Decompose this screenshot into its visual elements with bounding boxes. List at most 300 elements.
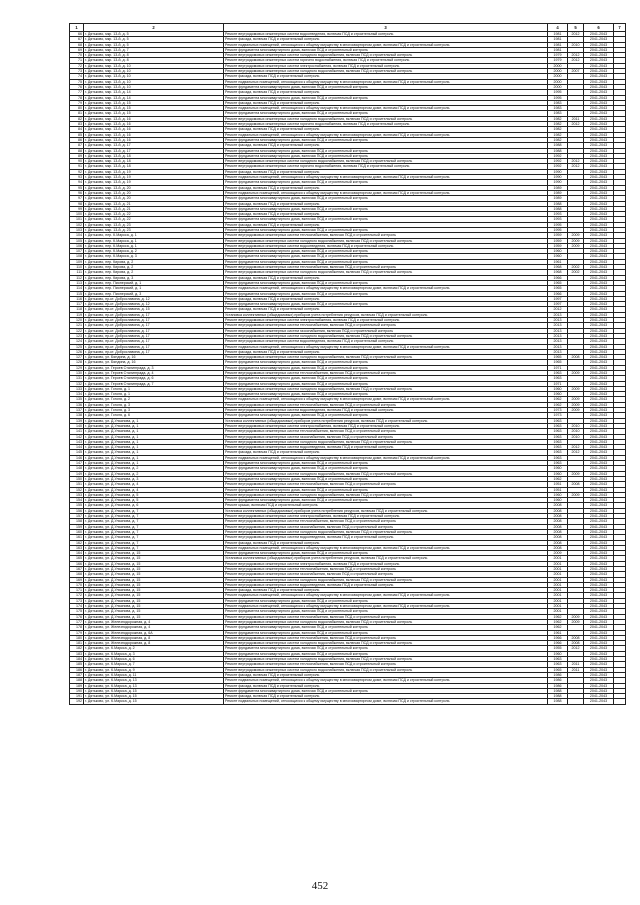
planned-period-cell: 2041-2043: [584, 164, 614, 169]
planned-period-cell: 2041-2043: [584, 455, 614, 460]
row-number-cell: 168: [70, 572, 84, 577]
year-built-cell: 1965: [548, 360, 568, 365]
address-cell: г. Дятьково, ул. Д.Ульянова, д. 15: [84, 577, 224, 582]
work-description-cell: Ремонт внутридомовых инженерных систем холодного водоснабжения, включая ПСД и строительный контроль: [224, 355, 548, 360]
address-cell: г. Дятьково, ул. Д.Ульянова, д. 7: [84, 519, 224, 524]
year-built-cell: 1968: [548, 265, 568, 270]
address-cell: г. Дятьково, ул. Д.Ульянова, д. 6: [84, 503, 224, 508]
year-built-cell: 1981: [548, 42, 568, 47]
row-number-cell: 70: [70, 53, 84, 58]
address-cell: г. Дятьково, ул. Д.Ульянова, д. 7: [84, 524, 224, 529]
row-number-cell: 89: [70, 153, 84, 158]
planned-period-cell: 2041-2043: [584, 582, 614, 587]
last-repair-year-cell: 2009: [568, 402, 584, 407]
address-cell: г. Дятьково, мкр. 13-й, д. 23: [84, 227, 224, 232]
work-description-cell: Ремонт внутридомовых инженерных систем теплоснабжения, включая ПСД и строительный контроль: [224, 519, 548, 524]
year-built-cell: 1959: [548, 233, 568, 238]
address-cell: г. Дятьково, ул. Д.Ульянова, д. 15: [84, 582, 224, 587]
work-description-cell: Ремонт внутридомовых инженерных систем электроснабжения, включая ПСД и строительный контроль: [224, 318, 548, 323]
planned-period-cell: 2041-2043: [584, 445, 614, 450]
row-number-cell: 131: [70, 376, 84, 381]
year-built-cell: 1992: [548, 159, 568, 164]
work-description-cell: Ремонт подвальных помещений, относящихся к общему имуществу в многоквартирном доме, включая ПСД и строительный контроль: [224, 397, 548, 402]
address-cell: г. Дятьково, ул. Героев Сталинграда, д. 3: [84, 365, 224, 370]
row-number-cell: 120: [70, 318, 84, 323]
row-number-cell: 143: [70, 439, 84, 444]
row-number-cell: 123: [70, 333, 84, 338]
work-description-cell: Ремонт внутридомовых инженерных систем теплоснабжения, включая ПСД и строительный контроль: [224, 371, 548, 376]
work-description-cell: Ремонт фундамента многоквартирного дома, включая ПСД и строительный контроль: [224, 302, 548, 307]
work-description-cell: Ремонт внутридомовых инженерных систем холодного водоснабжения, включая ПСД и строительный контроль: [224, 641, 548, 646]
row-number-cell: 80: [70, 106, 84, 111]
address-cell: г. Дятьково, мкр. 13-й, д. 18: [84, 164, 224, 169]
work-description-cell: Ремонт внутридомовых инженерных систем холодного водоснабжения, включая ПСД и строительный контроль: [224, 333, 548, 338]
work-description-cell: Ремонт внутридомовых инженерных систем горячего водоснабжения, включая ПСД и строительный контроль: [224, 164, 548, 169]
planned-period-cell: 2041-2043: [584, 180, 614, 185]
planned-period-cell: 2041-2043: [584, 662, 614, 667]
row-number-cell: 105: [70, 238, 84, 243]
planned-period-cell: 2041-2043: [584, 635, 614, 640]
work-description-cell: Ремонт фасада, включая ПСД и строительный контроль: [224, 37, 548, 42]
planned-period-cell: 2041-2043: [584, 694, 614, 699]
work-description-cell: Ремонт фундамента многоквартирного дома, включая ПСД и строительный контроль: [224, 180, 548, 185]
row-number-cell: 95: [70, 185, 84, 190]
year-built-cell: 2013: [548, 344, 568, 349]
year-built-cell: 1965: [548, 286, 568, 291]
work-description-cell: Ремонт фундамента многоквартирного дома, включая ПСД и строительный контроль: [224, 625, 548, 630]
planned-period-cell: 2041-2043: [584, 551, 614, 556]
row-number-cell: 135: [70, 397, 84, 402]
year-built-cell: 2001: [548, 572, 568, 577]
work-description-cell: Ремонт внутридомовых инженерных систем теплоснабжения, включая ПСД и строительный контроль: [224, 233, 548, 238]
year-built-cell: 2008: [548, 535, 568, 540]
year-built-cell: 1963: [548, 429, 568, 434]
address-cell: г. Дятьково, ул. Д.Ульянова, д. 15: [84, 588, 224, 593]
address-cell: г. Дятьково, пер. К.Маркса, д. 1: [84, 233, 224, 238]
row-number-cell: 73: [70, 69, 84, 74]
address-cell: г. Дятьково, пр-кт. Доброславина, д. 17: [84, 312, 224, 317]
row-number-cell: 190: [70, 688, 84, 693]
planned-period-cell: 2041-2043: [584, 175, 614, 180]
planned-period-cell: 2041-2043: [584, 132, 614, 137]
last-repair-year-cell: 2002: [568, 265, 584, 270]
planned-period-cell: 2041-2043: [584, 476, 614, 481]
last-repair-year-cell: 2010: [568, 434, 584, 439]
planned-period-cell: 2041-2043: [584, 58, 614, 63]
address-cell: г. Дятьково, мкр. 13-й, д. 7: [84, 47, 224, 52]
address-cell: г. Дятьково, ул. Д.Ульянова, д. 15: [84, 604, 224, 609]
last-repair-year-cell: 2012: [568, 450, 584, 455]
work-description-cell: Ремонт внутридомовых инженерных систем газоснабжения, включая ПСД и строительный контроль: [224, 328, 548, 333]
address-cell: г. Дятьково, ул. Д.Ульянова, д. 15: [84, 551, 224, 556]
planned-period-cell: 2041-2043: [584, 392, 614, 397]
address-cell: г. Дятьково, пр-кт. Доброславина, д. 17: [84, 344, 224, 349]
work-description-cell: Ремонт подвальных помещений, относящихся к общему имуществу в многоквартирном доме, включая ПСД и строительный контроль: [224, 678, 548, 683]
address-cell: г. Дятьково, пер. Пионерский, д. 1: [84, 280, 224, 285]
year-built-cell: 1989: [548, 196, 568, 201]
address-cell: г. Дятьково, мкр. 13-й, д. 5: [84, 32, 224, 37]
year-built-cell: 1988: [548, 699, 568, 704]
work-description-cell: Ремонт подвальных помещений, относящихся к общему имуществу в многоквартирном доме, включая ПСД и строительный контроль: [224, 106, 548, 111]
year-built-cell: 1963: [548, 657, 568, 662]
year-built-cell: 2001: [548, 556, 568, 561]
work-description-cell: Ремонт подвальных помещений, относящихся к общему имуществу в многоквартирном доме, включая ПСД и строительный контроль: [224, 344, 548, 349]
year-built-cell: 1962: [548, 625, 568, 630]
work-description-cell: Ремонт внутридомовых инженерных систем водоотведения, включая ПСД и строительный контроль: [224, 445, 548, 450]
last-repair-year-cell: 2009: [568, 243, 584, 248]
row-number-cell: 132: [70, 381, 84, 386]
year-built-cell: 1995: [548, 95, 568, 100]
work-description-cell: Ремонт фундамента многоквартирного дома, включая ПСД и строительный контроль: [224, 259, 548, 264]
year-built-cell: 1982: [548, 132, 568, 137]
year-built-cell: 1973: [548, 408, 568, 413]
address-cell: г. Дятьково, ул. Железнодорожная, д. 8: [84, 635, 224, 640]
planned-period-cell: 2041-2043: [584, 344, 614, 349]
address-cell: г. Дятьково, пер. Кирова, д. 3: [84, 275, 224, 280]
address-cell: г. Дятьково, мкр. 13-й, д. 10: [84, 79, 224, 84]
work-description-cell: Ремонт подвальных помещений, относящихся к общему имуществу в многоквартирном доме, включая ПСД и строительный контроль: [224, 604, 548, 609]
year-built-cell: 1951: [548, 487, 568, 492]
year-built-cell: 1960: [548, 466, 568, 471]
planned-period-cell: 2041-2043: [584, 471, 614, 476]
planned-period-cell: 2041-2043: [584, 699, 614, 704]
work-description-cell: Ремонт внутридомовых инженерных систем холодного водоснабжения, включая ПСД и строительный контроль: [224, 270, 548, 275]
address-cell: г. Дятьково, мкр. 13-й, д. 8: [84, 58, 224, 63]
planned-period-cell: 2041-2043: [584, 672, 614, 677]
year-built-cell: 1995: [548, 90, 568, 95]
year-built-cell: 2001: [548, 561, 568, 566]
last-repair-year-cell: 2009: [568, 386, 584, 391]
work-description-cell: Ремонт фундамента многоквартирного дома, включая ПСД и строительный контроль: [224, 598, 548, 603]
row-number-cell: 175: [70, 609, 84, 614]
address-cell: г. Дятьково, ул. Д.Ульянова, д. 1: [84, 461, 224, 466]
row-number-cell: 119: [70, 312, 84, 317]
year-built-cell: 1983: [548, 106, 568, 111]
year-built-cell: 2001: [548, 582, 568, 587]
address-cell: г. Дятьково, ул. Д.Ульянова, д. 1: [84, 445, 224, 450]
address-cell: г. Дятьково, ул. Героев Сталинграда, д. 4: [84, 371, 224, 376]
year-built-cell: 1963: [548, 434, 568, 439]
row-number-cell: 138: [70, 413, 84, 418]
year-built-cell: 1963: [548, 418, 568, 423]
year-built-cell: 1960: [548, 471, 568, 476]
work-description-cell: Ремонт внутридомовых инженерных систем электроснабжения, включая ПСД и строительный контроль: [224, 423, 548, 428]
address-cell: г. Дятьково, пр-кт. Доброславина, д. 17: [84, 333, 224, 338]
row-number-cell: 160: [70, 529, 84, 534]
year-built-cell: 1955: [548, 646, 568, 651]
work-description-cell: Ремонт подвальных помещений, относящихся к общему имуществу в многоквартирном доме, включая ПСД и строительный контроль: [224, 699, 548, 704]
planned-period-cell: 2041-2043: [584, 498, 614, 503]
year-built-cell: 1982: [548, 116, 568, 121]
work-description-cell: Ремонт подвальных помещений, относящихся к общему имуществу в многоквартирном доме, включая ПСД и строительный контроль: [224, 286, 548, 291]
planned-period-cell: 2041-2043: [584, 514, 614, 519]
address-cell: г. Дятьково, мкр. 13-й, д. 14: [84, 95, 224, 100]
planned-period-cell: 2041-2043: [584, 450, 614, 455]
planned-period-cell: 2041-2043: [584, 233, 614, 238]
planned-period-cell: 2041-2043: [584, 265, 614, 270]
address-cell: г. Дятьково, ул. К.Маркса, д. 13: [84, 683, 224, 688]
planned-period-cell: 2041-2043: [584, 169, 614, 174]
last-repair-year-cell: 2012: [568, 164, 584, 169]
last-repair-year-cell: 2010: [568, 429, 584, 434]
work-description-cell: Ремонт внутридомовых инженерных систем электроснабжения, включая ПСД и строительный контроль: [224, 514, 548, 519]
planned-period-cell: 2041-2043: [584, 291, 614, 296]
planned-period-cell: 2041-2043: [584, 434, 614, 439]
work-description-cell: Ремонт подвальных помещений, относящихся к общему имуществу в многоквартирном доме, включая ПСД и строительный контроль: [224, 545, 548, 550]
row-number-cell: 176: [70, 614, 84, 619]
work-description-cell: Ремонт фундамента многоквартирного дома, включая ПСД и строительный контроль: [224, 365, 548, 370]
planned-period-cell: 2041-2043: [584, 641, 614, 646]
last-repair-year-cell: 2011: [568, 116, 584, 121]
work-description-cell: Ремонт фундамента многоквартирного дома, включая ПСД и строительный контроль: [224, 137, 548, 142]
address-cell: г. Дятьково, ул. Д.Ульянова, д. 7: [84, 529, 224, 534]
address-cell: г. Дятьково, пер. Кирова, д. 2: [84, 265, 224, 270]
row-number-cell: 182: [70, 646, 84, 651]
work-description-cell: Ремонт внутридомовых инженерных систем водоотведения, включая ПСД и строительный контроль: [224, 408, 548, 413]
planned-period-cell: 2041-2043: [584, 185, 614, 190]
row-number-cell: 147: [70, 461, 84, 466]
address-cell: г. Дятьково, мкр. 13-й, д. 14: [84, 90, 224, 95]
planned-period-cell: 2041-2043: [584, 556, 614, 561]
address-cell: г. Дятьково, мкр. 13-й, д. 16: [84, 122, 224, 127]
year-built-cell: 1993: [548, 212, 568, 217]
work-description-cell: Ремонт внутридомовых инженерных систем теплоснабжения, включая ПСД и строительный контроль: [224, 482, 548, 487]
work-description-cell: Ремонт внутридомовых инженерных систем холодного водоснабжения, включая ПСД и строительный контроль: [224, 53, 548, 58]
planned-period-cell: 2041-2043: [584, 667, 614, 672]
row-number-cell: 102: [70, 222, 84, 227]
row-number-cell: 162: [70, 540, 84, 545]
address-cell: г. Дятьково, мкр. 13-й, д. 21: [84, 201, 224, 206]
planned-period-cell: 2041-2043: [584, 227, 614, 232]
row-number-cell: 153: [70, 492, 84, 497]
work-description-cell: Ремонт подвальных помещений, относящихся к общему имуществу в многоквартирном доме, включая ПСД и строительный контроль: [224, 593, 548, 598]
year-built-cell: 2012: [548, 307, 568, 312]
year-built-cell: 1981: [548, 37, 568, 42]
planned-period-cell: 2041-2043: [584, 545, 614, 550]
address-cell: г. Дятьково, мкр. 13-й, д. 19: [84, 169, 224, 174]
row-number-cell: 106: [70, 243, 84, 248]
year-built-cell: 1960: [548, 498, 568, 503]
row-number-cell: 97: [70, 196, 84, 201]
row-number-cell: 110: [70, 265, 84, 270]
work-description-cell: Ремонт внутридомовых инженерных систем холодного водоснабжения, включая ПСД и строительный контроль: [224, 69, 548, 74]
work-description-cell: Ремонт фасада, включая ПСД и строительный контроль: [224, 185, 548, 190]
work-description-cell: Ремонт внутридомовых инженерных систем теплоснабжения, включая ПСД и строительный контроль: [224, 614, 548, 619]
address-cell: г. Дятьково, ул. К.Маркса, д. 7: [84, 662, 224, 667]
planned-period-cell: 2041-2043: [584, 270, 614, 275]
work-description-cell: Ремонт фундамента многоквартирного дома, включая ПСД и строительный контроль: [224, 47, 548, 52]
last-repair-year-cell: 2011: [568, 667, 584, 672]
address-cell: г. Дятьково, ул. Д.Ульянова, д. 15: [84, 572, 224, 577]
work-description-cell: Ремонт фундамента многоквартирного дома, включая ПСД и строительный контроль: [224, 111, 548, 116]
work-description-cell: Ремонт внутридомовых инженерных систем теплоснабжения, включая ПСД и строительный контроль: [224, 323, 548, 328]
planned-period-cell: 2041-2043: [584, 365, 614, 370]
work-description-cell: Ремонт фундамента многоквартирного дома, включая ПСД и строительный контроль: [224, 291, 548, 296]
address-cell: г. Дятьково, ул. Героев Сталинграда, д. 7: [84, 381, 224, 386]
year-built-cell: 1966: [548, 635, 568, 640]
address-cell: г. Дятьково, мкр. 13-й, д. 20: [84, 196, 224, 201]
year-built-cell: 1981: [548, 32, 568, 37]
row-number-cell: 88: [70, 148, 84, 153]
work-description-cell: Ремонт внутридомовых инженерных систем горячего водоснабжения, включая ПСД и строительный контроль: [224, 58, 548, 63]
work-description-cell: Ремонт внутридомовых инженерных систем холодного водоснабжения, включая ПСД и строительный контроль: [224, 116, 548, 121]
address-cell: г. Дятьково, мкр. 13-й, д. 15: [84, 111, 224, 116]
work-description-cell: Ремонт фундамента многоквартирного дома, включая ПСД и строительный контроль: [224, 84, 548, 89]
planned-period-cell: 2041-2043: [584, 217, 614, 222]
row-number-cell: 107: [70, 249, 84, 254]
work-description-cell: Ремонт фундамента многоквартирного дома, включая ПСД и строительный контроль: [224, 461, 548, 466]
year-built-cell: 2001: [548, 609, 568, 614]
year-built-cell: 2008: [548, 514, 568, 519]
year-built-cell: 1989: [548, 190, 568, 195]
year-built-cell: 2013: [548, 333, 568, 338]
work-description-cell: Ремонт внутридомовых инженерных систем электроснабжения, включая ПСД и строительный контроль: [224, 561, 548, 566]
year-built-cell: 2013: [548, 328, 568, 333]
row-number-cell: 166: [70, 561, 84, 566]
row-number-cell: 154: [70, 498, 84, 503]
year-built-cell: 1966: [548, 641, 568, 646]
work-description-cell: Ремонт фасада, включая ПСД и строительный контроль: [224, 683, 548, 688]
work-description-cell: Установка коллективных (общедомовых) приборов учета потребления ресурсов, включая ПСД и строительный контроль: [224, 418, 548, 423]
last-repair-year-cell: 2009: [568, 371, 584, 376]
year-built-cell: 1988: [548, 206, 568, 211]
row-number-cell: 122: [70, 328, 84, 333]
row-number-cell: 179: [70, 630, 84, 635]
row-number-cell: 177: [70, 619, 84, 624]
address-cell: г. Дятьково, ул. К.Маркса, д. 13: [84, 678, 224, 683]
repair-schedule-sheet: [69, 23, 625, 705]
planned-period-cell: 2041-2043: [584, 651, 614, 656]
work-description-cell: Ремонт фундамента многоквартирного дома, включая ПСД и строительный контроль: [224, 651, 548, 656]
work-description-cell: Ремонт фундамента многоквартирного дома, включая ПСД и строительный контроль: [224, 476, 548, 481]
year-built-cell: 1966: [548, 291, 568, 296]
row-number-cell: 67: [70, 37, 84, 42]
year-built-cell: 1963: [548, 439, 568, 444]
address-cell: г. Дятьково, ул. Гоголя, д. 1: [84, 386, 224, 391]
table-row: [70, 699, 626, 704]
planned-period-cell: 2041-2043: [584, 349, 614, 354]
address-cell: г. Дятьково, пер. Пионерский, д. 3: [84, 291, 224, 296]
planned-period-cell: 2041-2043: [584, 657, 614, 662]
address-cell: г. Дятьково, ул. Д.Ульянова, д. 4: [84, 487, 224, 492]
last-repair-year-cell: 2010: [568, 423, 584, 428]
work-description-cell: Ремонт фундамента многоквартирного дома, включая ПСД и строительный контроль: [224, 95, 548, 100]
year-built-cell: 1966: [548, 275, 568, 280]
address-cell: г. Дятьково, мкр. 13-й, д. 18: [84, 153, 224, 158]
planned-period-cell: 2041-2043: [584, 296, 614, 301]
address-cell: г. Дятьково, мкр. 13-й, д. 10: [84, 69, 224, 74]
work-description-cell: Ремонт внутридомовых инженерных систем холодного водоснабжения, включая ПСД и строительный контроль: [224, 657, 548, 662]
last-repair-year-cell: 2012: [568, 53, 584, 58]
address-cell: г. Дятьково, ул. Д.Ульянова, д. 1: [84, 429, 224, 434]
year-built-cell: 2008: [548, 545, 568, 550]
last-repair-year-cell: 2009: [568, 397, 584, 402]
work-description-cell: Ремонт фундамента многоквартирного дома, включая ПСД и строительный контроль: [224, 196, 548, 201]
planned-period-cell: 2041-2043: [584, 333, 614, 338]
work-description-cell: Ремонт фасада, включая ПСД и строительный контроль: [224, 349, 548, 354]
planned-period-cell: 2041-2043: [584, 238, 614, 243]
year-built-cell: 1960: [548, 492, 568, 497]
address-cell: г. Дятьково, мкр. 13-й, д. 19: [84, 180, 224, 185]
address-cell: г. Дятьково, ул. Д.Ульянова, д. 15: [84, 609, 224, 614]
planned-period-cell: 2041-2043: [584, 280, 614, 285]
row-number-cell: 99: [70, 206, 84, 211]
year-built-cell: 1962: [548, 476, 568, 481]
address-cell: г. Дятьково, мкр. 13-й, д. 10: [84, 74, 224, 79]
year-built-cell: 1979: [548, 58, 568, 63]
row-number-cell: 159: [70, 524, 84, 529]
work-description-cell: Ремонт фасада, включая ПСД и строительный контроль: [224, 588, 548, 593]
work-description-cell: Ремонт фасада, включая ПСД и строительный контроль: [224, 74, 548, 79]
year-built-cell: 1963: [548, 450, 568, 455]
year-built-cell: 1961: [548, 630, 568, 635]
address-cell: г. Дятьково, пр-кт. Доброславина, д. 17: [84, 349, 224, 354]
row-number-cell: 155: [70, 503, 84, 508]
address-cell: г. Дятьково, пр-кт. Доброславина, д. 17: [84, 328, 224, 333]
row-number-cell: 146: [70, 455, 84, 460]
address-cell: г. Дятьково, ул. Д.Ульянова, д. 3: [84, 476, 224, 481]
year-built-cell: 2001: [548, 593, 568, 598]
address-cell: г. Дятьково, мкр. 13-й, д. 10: [84, 84, 224, 89]
year-built-cell: 1990: [548, 169, 568, 174]
year-built-cell: 1981: [548, 47, 568, 52]
work-description-cell: Ремонт внутридомовых инженерных систем холодного водоснабжения, включая ПСД и строительный контроль: [224, 529, 548, 534]
last-repair-year-cell: 2012: [568, 122, 584, 127]
planned-period-cell: 2041-2043: [584, 286, 614, 291]
row-number-cell: 100: [70, 212, 84, 217]
last-repair-year-cell: 2009: [568, 614, 584, 619]
planned-period-cell: 2041-2043: [584, 328, 614, 333]
address-cell: г. Дятьково, ул. Д.Ульянова, д. 15: [84, 598, 224, 603]
work-description-cell: Ремонт фундамента многоквартирного дома, включая ПСД и строительный контроль: [224, 206, 548, 211]
address-cell: г. Дятьково, пр-кт. Доброславина, д. 17: [84, 323, 224, 328]
year-built-cell: 1963: [548, 455, 568, 460]
row-number-cell: 173: [70, 598, 84, 603]
header-col-7: 7: [614, 24, 626, 32]
note-cell: [614, 699, 626, 704]
last-repair-year-cell: 2012: [568, 159, 584, 164]
row-number-cell: 133: [70, 386, 84, 391]
row-number-cell: 178: [70, 625, 84, 630]
header-col-4: 4: [548, 24, 568, 32]
planned-period-cell: 2041-2043: [584, 106, 614, 111]
row-number-cell: 136: [70, 402, 84, 407]
planned-period-cell: 2041-2043: [584, 413, 614, 418]
row-number-cell: 157: [70, 514, 84, 519]
row-number-cell: 140: [70, 423, 84, 428]
year-built-cell: 2008: [548, 540, 568, 545]
address-cell: г. Дятьково, мкр. 13-й, д. 10: [84, 63, 224, 68]
year-built-cell: 1988: [548, 688, 568, 693]
planned-period-cell: 2041-2043: [584, 201, 614, 206]
work-description-cell: Ремонт внутридомовых инженерных систем холодного водоснабжения, включая ПСД и строительный контроль: [224, 577, 548, 582]
planned-period-cell: 2041-2043: [584, 318, 614, 323]
year-built-cell: 1982: [548, 122, 568, 127]
row-number-cell: 141: [70, 429, 84, 434]
year-built-cell: 1960: [548, 386, 568, 391]
row-number-cell: 161: [70, 535, 84, 540]
address-cell: г. Дятьково, мкр. 13-й, д. 8: [84, 53, 224, 58]
address-cell: г. Дятьково, пер. К.Маркса, д. 1: [84, 243, 224, 248]
year-built-cell: 1988: [548, 694, 568, 699]
planned-period-cell: 2041-2043: [584, 376, 614, 381]
last-repair-year-cell: 2009: [568, 408, 584, 413]
planned-period-cell: 2041-2043: [584, 688, 614, 693]
row-number-cell: 164: [70, 551, 84, 556]
row-number-cell: 76: [70, 84, 84, 89]
year-built-cell: 1959: [548, 238, 568, 243]
year-built-cell: 1986: [548, 683, 568, 688]
